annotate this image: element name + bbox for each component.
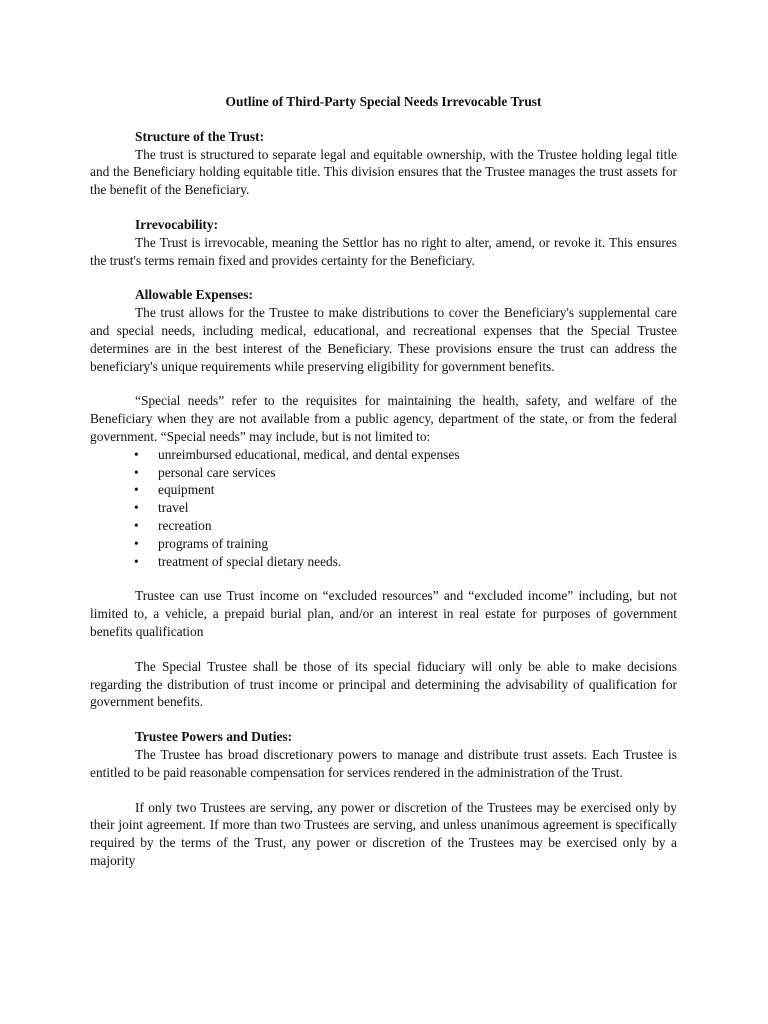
list-item-text: programs of training [158, 535, 269, 551]
document-title: Outline of Third-Party Special Needs Irrevocable Trust [225, 94, 542, 109]
document-page [90, 93, 677, 887]
special-trustee-paragraph: The Special Trustee shall be those of its special fiduciary will only be able to make decisions regarding the distribution of trust income or principal and determining the advisability of qualification for government benefits. [90, 658, 677, 710]
list-item [90, 535, 677, 553]
bullet-icon: • [134, 482, 139, 498]
list-item-text: travel [158, 500, 189, 516]
section-body-structure: The trust is structured to separate legal and equitable ownership, with the Trustee holding legal title and the Beneficiary holding equitable title. This division ensures that the Trustee manages the trust assets for the benefit of the Beneficiary. [90, 146, 677, 198]
section-body-irrevocability: The Trust is irrevocable, meaning the Settlor has no right to alter, amend, or revoke it. This ensures the trust's terms remain fixed and provides certainty for the Beneficiary. [90, 234, 677, 268]
list-item [90, 464, 677, 482]
list-item [90, 481, 677, 499]
joint-agreement-paragraph: If only two Trustees are serving, any power or discretion of the Trustees may be exercised only by their joint agreement. If more than two Trustees are serving, and unless unanimous agreement is specifically required by the terms of the Trust, any power or discretion of the Trustees may be exercised only by a majority [90, 799, 677, 868]
bullet-icon: • [134, 535, 139, 551]
list-item-text: unreimbursed educational, medical, and dental expenses [158, 446, 460, 462]
section-heading-allowable-expenses: Allowable Expenses: [135, 287, 253, 303]
list-item [90, 553, 677, 571]
section-irrevocability [90, 216, 677, 269]
section-trustee-powers [90, 728, 677, 781]
special-needs-intro: “Special needs” refer to the requisites for maintaining the health, safety, and welfare of the Beneficiary when they are not available from a public agency, department of the state, or from the federal government. “Special needs” may include, but is not limited to: [90, 393, 677, 444]
trust-income-paragraph: Trustee can use Trust income on “excluded resources” and “excluded income” including, but not limited to, a vehicle, a prepaid burial plan, and/or an interest in real estate for purposes of government benefits qualification [90, 588, 677, 639]
section-structure [90, 128, 677, 199]
list-item [90, 517, 677, 535]
bullet-icon: • [134, 553, 139, 569]
section-body-allowable-expenses: The trust allows for the Trustee to make distributions to cover the Beneficiary's supplemental care and special needs, including medical, educational, and recreational expenses that the Special Trustee determines are in the best interest of the Beneficiary. These provisions ensure the trust can address the beneficiary's unique requirements while preserving eligibility for government benefits. [90, 305, 677, 374]
bullet-icon: • [134, 464, 139, 480]
section-heading-irrevocability: Irrevocability: [135, 216, 219, 232]
bullet-icon: • [134, 517, 139, 533]
list-item-text: recreation [158, 517, 212, 533]
bullet-icon: • [134, 500, 139, 516]
special-needs-list [90, 446, 677, 571]
section-allowable-expenses [90, 286, 677, 375]
section-heading-structure: Structure of the Trust: [135, 128, 265, 144]
list-item-text: personal care services [158, 464, 276, 480]
bullet-icon: • [134, 446, 139, 462]
section-body-trustee-powers: The Trustee has broad discretionary powers to manage and distribute trust assets. Each Trustee is entitled to be paid reasonable compensation for services rendered in the administration of the Trust. [90, 746, 677, 780]
list-item [90, 446, 677, 464]
list-item [90, 499, 677, 517]
list-item-text: equipment [158, 482, 215, 498]
list-item-text: treatment of special dietary needs. [158, 553, 342, 569]
section-heading-trustee-powers: Trustee Powers and Duties: [135, 729, 293, 745]
